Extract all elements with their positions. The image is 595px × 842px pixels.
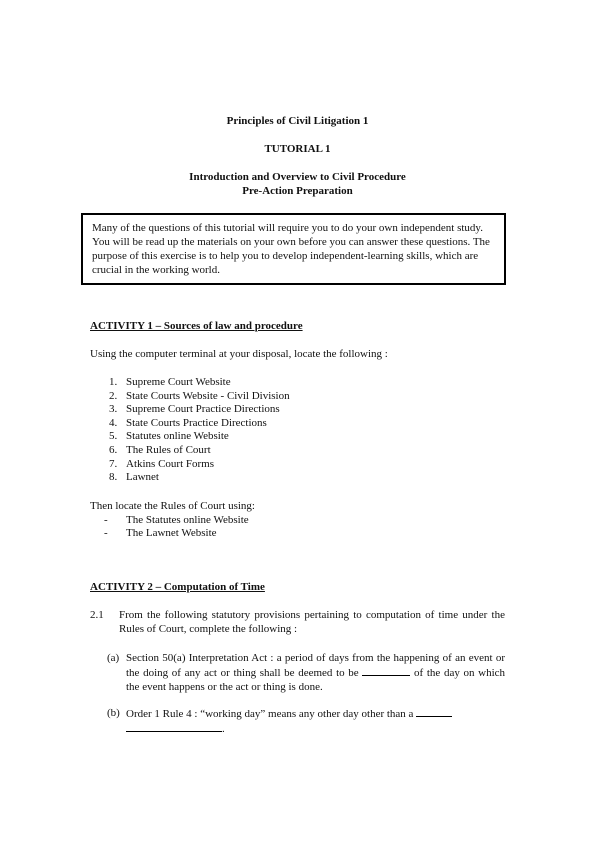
item-number: 1. — [109, 376, 118, 388]
item-text: The Rules of Court — [126, 443, 211, 456]
activity2-heading: ACTIVITY 2 – Computation of Time — [90, 581, 265, 593]
list-item — [109, 416, 290, 430]
resource-list — [109, 375, 290, 484]
list-item — [109, 402, 290, 416]
question-text: From the following statutory provisions pertaining to computation of time under the Rules of Court, complete the following : — [119, 609, 505, 635]
part-a-text-start: Section 50(a) Interpretation Act : a period of days from the happening of an event or the doing of any act or thing shall be deemed to be — [126, 652, 505, 679]
part-b-label: (b) — [107, 707, 120, 719]
item-number: 8. — [109, 471, 118, 484]
item-text: Supreme Court Website — [126, 376, 231, 388]
item-number: 3. — [109, 403, 118, 416]
list-item — [109, 443, 290, 457]
part-a-text — [126, 651, 505, 694]
item-dash: - — [104, 527, 108, 540]
item-text: Lawnet — [126, 471, 159, 484]
item-text: State Courts Website - Civil Division — [126, 389, 290, 402]
tutorial-number: TUTORIAL 1 — [264, 143, 331, 155]
list-item — [109, 429, 290, 443]
rules-locate-intro: Then locate the Rules of Court using: — [90, 500, 255, 512]
subtitle-line-1: Introduction and Overview to Civil Procedure — [189, 171, 406, 183]
item-text: State Courts Practice Directions — [126, 416, 267, 429]
item-text: Supreme Court Practice Directions — [126, 403, 280, 416]
subtitle-line-2: Pre-Action Preparation — [242, 185, 353, 197]
notice-box — [81, 213, 506, 285]
item-text: Atkins Court Forms — [126, 457, 215, 470]
list-item — [109, 470, 290, 484]
item-number: 5. — [109, 430, 118, 443]
activity1-intro: Using the computer terminal at your disposal, locate the following : — [90, 348, 388, 360]
item-number: 4. — [109, 416, 118, 429]
part-b-text-end: . — [222, 723, 225, 735]
item-text: The Lawnet Website — [126, 527, 217, 540]
list-item — [104, 526, 249, 539]
answer-blank[interactable] — [126, 721, 222, 732]
item-number: 7. — [109, 457, 118, 470]
rules-source-list — [104, 513, 249, 540]
item-text: The Statutes online Website — [126, 514, 249, 526]
part-b-text-start: Order 1 Rule 4 : “working day” means any other day other than a — [126, 708, 414, 720]
part-a-text-end: of the day on which the event happens or the act or thing is done. — [126, 667, 506, 693]
list-item — [109, 375, 290, 389]
notice-text: Many of the questions of this tutorial will require you to do your own independent study. You will be read up the materials on your own before you can answer these questions. The purpose of this exercise is to help you to develop independent-learning skills, which are crucial in the working world. — [92, 222, 490, 276]
answer-blank[interactable] — [362, 665, 410, 676]
answer-blank[interactable] — [416, 706, 452, 717]
part-b-text — [126, 706, 505, 736]
list-item — [104, 513, 249, 526]
list-item — [109, 389, 290, 403]
list-item — [109, 457, 290, 471]
item-number: 2. — [109, 389, 118, 402]
item-text: Statutes online Website — [126, 430, 229, 443]
document-title: Principles of Civil Litigation 1 — [226, 115, 369, 127]
item-dash: - — [104, 514, 108, 526]
question-number: 2.1 — [90, 609, 104, 621]
item-number: 6. — [109, 443, 118, 456]
activity1-heading: ACTIVITY 1 – Sources of law and procedure — [90, 320, 303, 332]
part-a-label: (a) — [107, 652, 120, 664]
